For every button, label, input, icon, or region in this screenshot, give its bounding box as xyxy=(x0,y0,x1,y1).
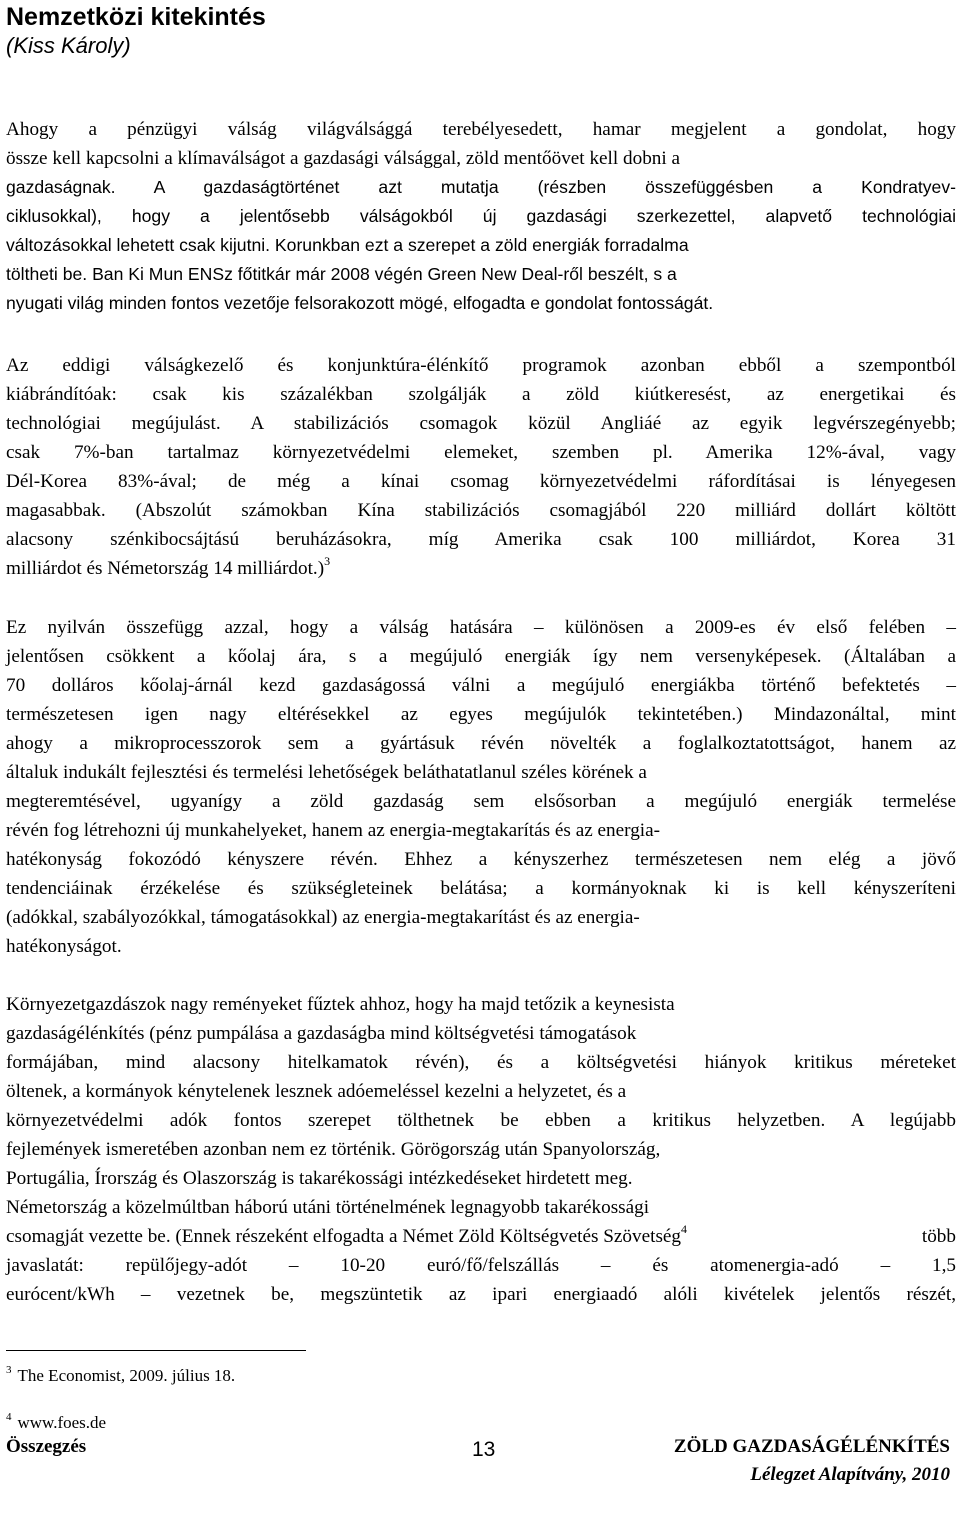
text-line: tendenciáinak érzékelése és szükségleteinek belátása; a kormányoknak ki is kell kényszeríteni xyxy=(6,878,956,899)
text-line: Portugália, Írország és Olaszország is takarékossági intézkedéseket hirdetett meg. xyxy=(6,1168,633,1189)
text-line: fejlemények ismeretében azonban nem ez történik. Görögország után Spanyolország, xyxy=(6,1139,661,1160)
text-line: általuk indukált fejlesztési és termelési lehetőségek beláthatatlanul széles körének a xyxy=(6,762,647,783)
text-line: Ahogy a pénzügyi válság világválsággá terebélyesedett, hamar megjelent a gondolat, hogy xyxy=(6,119,956,140)
text-line: gazdaságnak. A gazdaságtörténet azt mutatja (részben összefüggésben a Kondratyev- xyxy=(6,177,956,197)
text-line: csak 7%-ban tartalmaz környezetvédelmi elemeket, szemben pl. Amerika 12%-ával, vagy xyxy=(6,442,956,463)
text-line: 70 dolláros kőolaj-árnál kezd gazdaságossá válni a megújuló energiákba történő befektetés – xyxy=(6,675,956,696)
page-number: 13 xyxy=(472,1438,496,1461)
text-line: formájában, mind alacsony hitelkamatok révén), és a költségvetési hiányok kritikus méreteket xyxy=(6,1052,956,1073)
paragraph-3 xyxy=(6,613,956,961)
text-line: kiábrándítóak: csak kis százalékban szolgálják a zöld kiútkeresést, az energetikai és xyxy=(6,384,956,405)
text-line: Ez nyilván összefügg azzal, hogy a válság hatására – különösen a 2009-es év első felében – xyxy=(6,617,956,638)
paragraph-1 xyxy=(6,115,956,318)
text-line: Az eddigi válságkezelő és konjunktúra-élénkítő programok azonban ebből a szempontból xyxy=(6,355,956,376)
text-line: természetesen igen nagy eltérésekkel az egyes megújulók tekintetében.) Mindazonáltal, mint xyxy=(6,704,956,725)
text-line: jelentősen csökkent a kőolaj ára, s a megújuló energiák így nem versenyképesek. (Általában a xyxy=(6,646,956,667)
footer-section-name: Összegzés xyxy=(6,1436,87,1457)
footnote-divider xyxy=(6,1350,306,1351)
text-line: össze kell kapcsolni a klímaválságot a gazdasági válsággal, zöld mentőövet kell dobni a xyxy=(6,148,681,169)
footnote-ref-4[interactable]: 4 xyxy=(681,1222,688,1236)
text-line: magasabbak. (Abszolút számokban Kína stabilizációs csomagjából 220 milliárd dollárt költött xyxy=(6,500,956,521)
text-line: megteremtésével, ugyanígy a zöld gazdaság sem elsősorban a megújuló energiák termelése xyxy=(6,791,956,812)
author-line: (Kiss Károly) xyxy=(6,33,131,58)
text-line: nyugati világ minden fontos vezetője felsorakozott mögé, elfogadta e gondolat fontosságát. xyxy=(6,293,714,313)
text-line: ciklusokkal), hogy a jelentősebb válságokból új gazdasági szerkezettel, alapvető technológiai xyxy=(6,206,956,226)
text-line: eurócent/kWh – vezetnek be, megszüntetik az ipari energiaadó alóli kivételek jelentős részét, xyxy=(6,1284,956,1305)
text-line: változásokkal lehetett csak kijutni. Korunkban ezt a szerepet a zöld energiák forradalma xyxy=(6,235,689,255)
paragraph-4 xyxy=(6,990,956,1309)
text-segment xyxy=(6,1222,687,1251)
text-line xyxy=(6,554,956,583)
footnote-text: The Economist, 2009. július 18. xyxy=(17,1366,236,1385)
text-line: alacsony szénkibocsájtású beruházásokra, míg Amerika csak 100 milliárdot, Korea 31 xyxy=(6,529,956,550)
footer-publication-title: ZÖLD GAZDASÁGÉLÉNKÍTÉS xyxy=(673,1436,950,1457)
text-line: gazdaságélénkítés (pénz pumpálása a gazdaságba mind költségvetési támogatások xyxy=(6,1023,637,1044)
text-line: technológiai megújulást. A stabilizációs csomagok közül Angliáé az egyik legvérszegényebb; xyxy=(6,413,956,434)
text-line xyxy=(6,1222,956,1251)
text-segment: csomagját vezette be. (Ennek részeként elfogadta a Német Zöld Költségvetés Szövetség xyxy=(6,1226,682,1247)
text-line: környezetvédelmi adók fontos szerepet tölthetnek be ebben a kritikus helyzetben. A legújabb xyxy=(6,1110,956,1131)
footnote-text[interactable]: www.foes.de xyxy=(17,1413,107,1432)
footnote-number: 4 xyxy=(6,1411,12,1423)
text-line: töltheti be. Ban Ki Mun ENSz főtitkár már 2008 végén Green New Deal-ről beszélt, s a xyxy=(6,264,677,284)
text-line: révén fog létrehozni új munkahelyeket, hanem az energia-megtakarítás és az energia- xyxy=(6,820,661,841)
paragraph-2 xyxy=(6,351,956,583)
text-line: Németország a közelmúltban háború utáni történelmének legnagyobb takarékossági xyxy=(6,1197,650,1218)
text-segment: több xyxy=(921,1226,956,1247)
text-line: javaslatát: repülőjegy-adót – 10-20 euró/fő/felszállás – és atomenergia-adó – 1,5 xyxy=(6,1255,956,1276)
section-title: Nemzetközi kitekintés xyxy=(6,3,266,31)
footnote-3 xyxy=(6,1365,235,1387)
text-line: (adókkal, szabályozókkal, támogatásokkal) az energia-megtakarítást és az energia- xyxy=(6,907,640,928)
text-line: hatékonyságot. xyxy=(6,936,122,957)
text-line: öltenek, a kormányok kénytelenek lesznek adóemeléssel kezelni a helyzetet, és a xyxy=(6,1081,627,1102)
footer-publisher: Lélegzet Alapítvány, 2010 xyxy=(750,1464,950,1485)
footnote-ref-3[interactable]: 3 xyxy=(324,554,331,568)
footnote-number: 3 xyxy=(6,1364,12,1376)
text-line: Dél-Korea 83%-ával; de még a kínai csomag környezetvédelmi ráfordításai is lényegesen xyxy=(6,471,956,492)
text-line: ahogy a mikroprocesszorok sem a gyártásuk révén növelték a foglalkoztatottságot, hanem az xyxy=(6,733,956,754)
text-segment: milliárdot és Németország 14 milliárdot.) xyxy=(6,558,325,579)
text-line: hatékonyság fokozódó kényszere révén. Ehhez a kényszerhez természetesen nem elég a jövő xyxy=(6,849,956,870)
document-page xyxy=(6,0,956,1513)
text-line: Környezetgazdászok nagy reményeket fűztek ahhoz, hogy ha majd tetőzik a keynesista xyxy=(6,994,675,1015)
footnote-4 xyxy=(6,1412,106,1434)
